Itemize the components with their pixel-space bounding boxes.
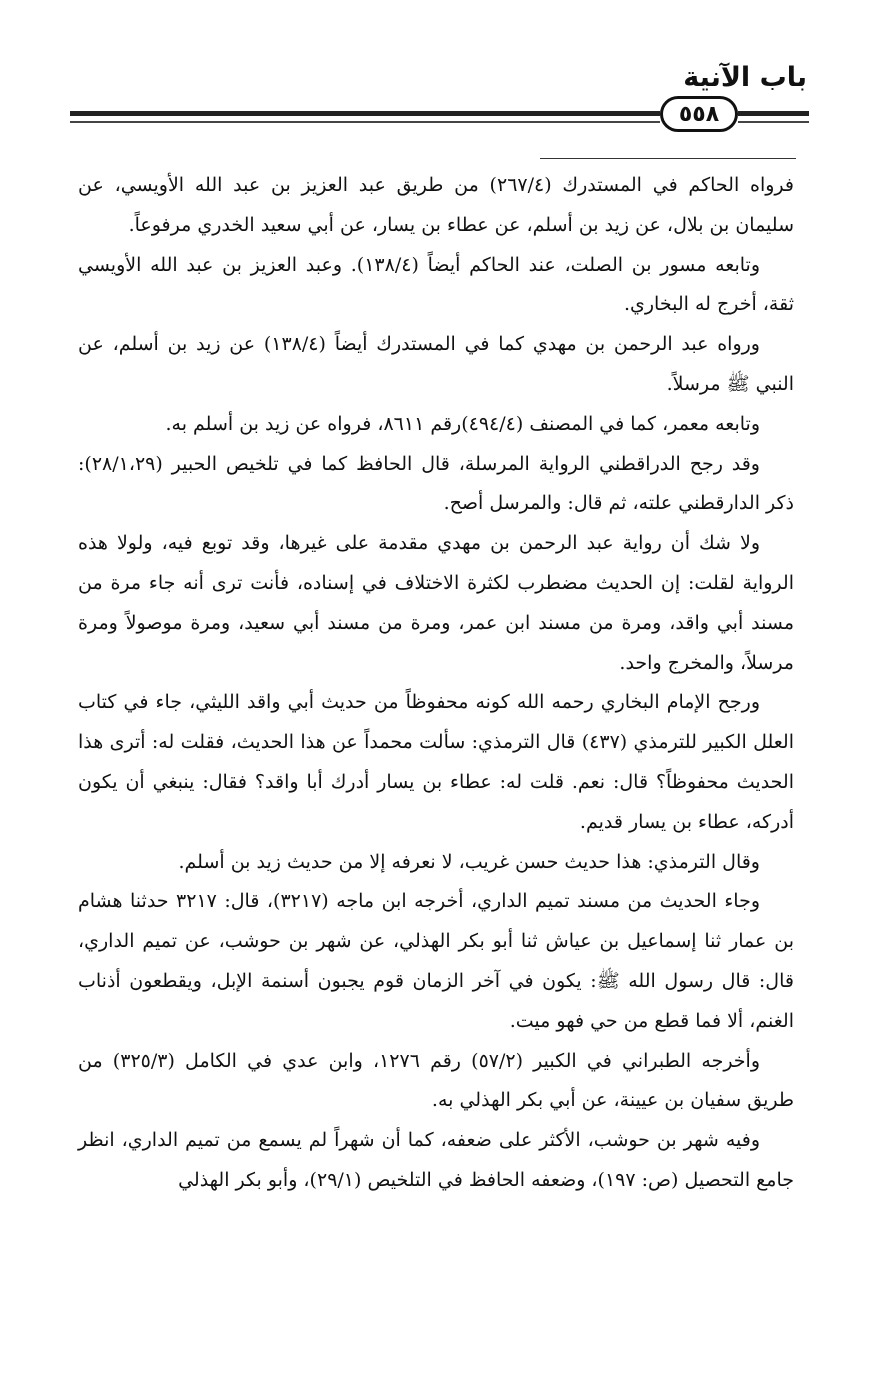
- paragraph: وجاء الحديث من مسند تميم الداري، أخرجه ابن ماجه (٣٢١٧)، قال: ٣٢١٧ حدثنا هشام بن عمار ثنا إسماعيل بن عياش ثنا أبو بكر الهذلي، عن شهر بن حوشب، عن تميم الداري، قال: قال رسول الله ﷺ: يكون في آخر الزمان قوم يجبون أسنمة الإبل، ويقطعون أذناب الغنم، ألا فما قطع من حي فهو ميت.: [78, 890, 794, 1032]
- paragraph: وتابعه مسور بن الصلت، عند الحاكم أيضاً (١٣٨/٤). وعبد العزيز بن عبد الله الأويسي ثقة، أخرج له البخاري.: [78, 253, 794, 316]
- paragraph: ورواه عبد الرحمن بن مهدي كما في المستدرك أيضاً (١٣٨/٤) عن زيد بن أسلم، عن النبي ﷺ مرسلاً.: [78, 333, 794, 395]
- header-rule-thick-left: [70, 111, 660, 116]
- main-text: [78, 166, 794, 1201]
- header-rule-thick-right: [738, 111, 809, 116]
- paragraph: وفيه شهر بن حوشب، الأكثر على ضعفه، كما أن شهراً لم يسمع من تميم الداري، انظر جامع التحصيل (ص: ١٩٧)، وضعفه الحافظ في التلخيص (٢٩/١)، وأبو بكر الهذلي: [78, 1129, 794, 1191]
- paragraph: فرواه الحاكم في المستدرك (٢٦٧/٤) من طريق عبد العزيز بن عبد الله الأويسي، عن سليمان بن بلال، عن زيد بن أسلم، عن عطاء بن يسار، عن أبي سعيد الخدري مرفوعاً.: [78, 174, 794, 236]
- chapter-title: باب الآنية: [683, 62, 807, 93]
- header-rule-thin-left: [70, 121, 660, 123]
- paragraph: ورجح الإمام البخاري رحمه الله كونه محفوظاً من حديث أبي واقد الليثي، جاء في كتاب العلل الكبير للترمذي (٤٣٧) قال الترمذي: سألت محمداً عن هذا الحديث، فقلت له: أترى هذا الحديث محفوظاً؟ قال: نعم. قلت له: عطاء بن يسار أدرك أبا واقد؟ فقال: ينبغي أن يكون أدركه، عطاء بن يسار قديم.: [78, 691, 794, 833]
- paragraph: وأخرجه الطبراني في الكبير (٥٧/٢) رقم ١٢٧٦، وابن عدي في الكامل (٣٢٥/٣) من طريق سفيان بن عيينة، عن أبي بكر الهذلي به.: [78, 1049, 794, 1112]
- header-rule-thin-right: [738, 121, 809, 123]
- paragraph: ولا شك أن رواية عبد الرحمن بن مهدي مقدمة على غيرها، وقد توبع فيه، ولولا هذه الرواية لقلت: إن الحديث مضطرب لكثرة الاختلاف في إسناده، فأنت ترى أنه جاء مرة من مسند أبي واقد، ومرة من مسند ابن عمر، ومرة من مسند أبي سعيد، ومرة موصولاً ومرة مرسلاً، والمخرج واحد.: [78, 532, 794, 674]
- paragraph: وتابعه معمر، كما في المصنف (٤٩٤/٤)رقم ٨٦١١، فرواه عن زيد بن أسلم به.: [165, 412, 760, 435]
- footnote-separator-rule: [540, 158, 796, 159]
- paragraph: وقال الترمذي: هذا حديث حسن غريب، لا نعرفه إلا من حديث زيد بن أسلم.: [178, 850, 760, 873]
- page-number: ٥٥٨: [660, 96, 738, 132]
- paragraph: وقد رجح الدراقطني الرواية المرسلة، قال الحافظ كما في تلخيص الحبير (٢٨/١،٢٩): ذكر الدارقطني علته، ثم قال: والمرسل أصح.: [78, 452, 794, 515]
